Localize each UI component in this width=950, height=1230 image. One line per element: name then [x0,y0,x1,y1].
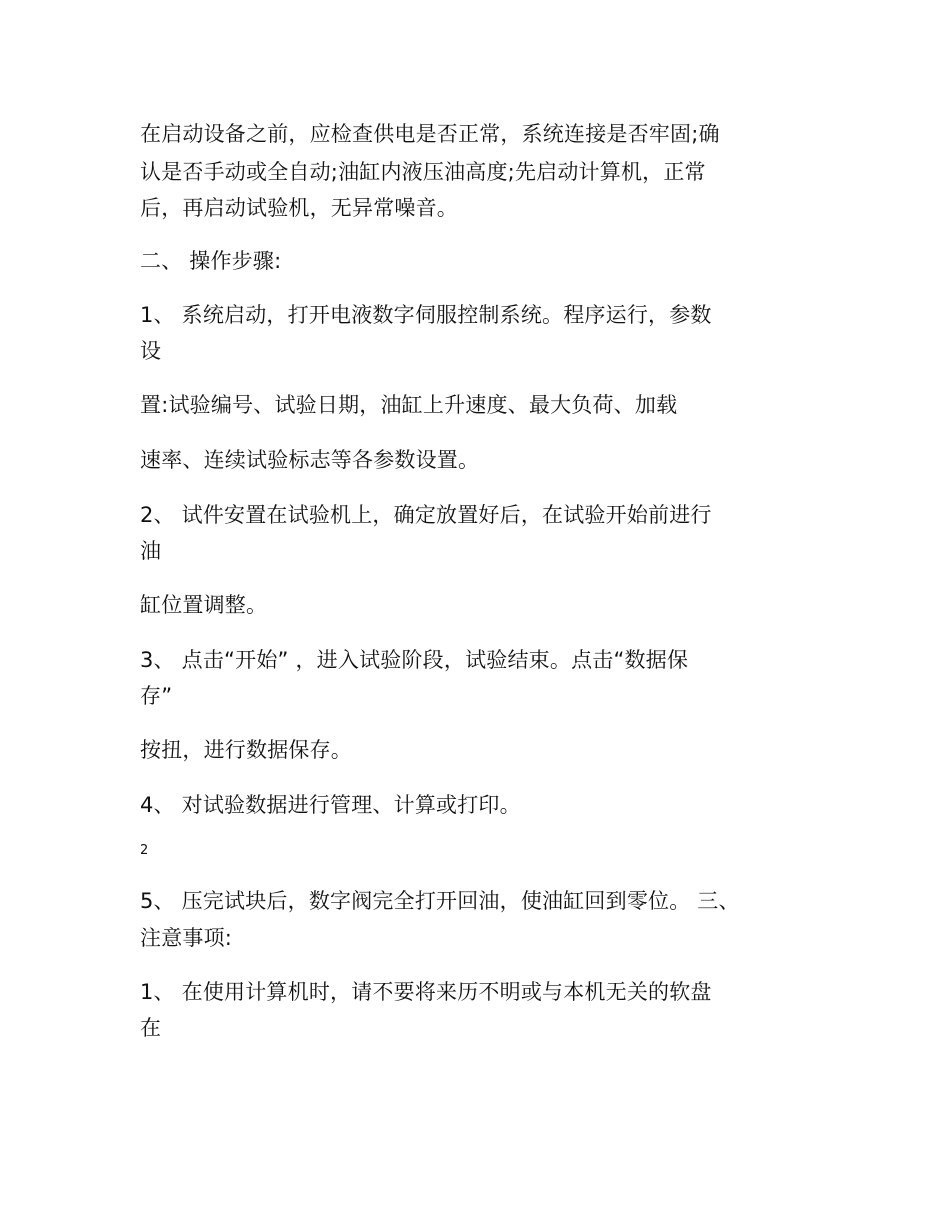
list-item-line: 缸位置调整。 [140,593,268,617]
list-item-line: 2、 试件安置在试验机上，确定放置好后，在试验开始前进行 [140,503,712,527]
list-item-line: 速率、连续试验标志等各参数设置。 [140,448,480,472]
section-heading: 注意事项: [140,926,233,950]
list-item-line: 按扭，进行数据保存。 [140,738,352,762]
paragraph-line: 在启动设备之前，应检查供电是否正常，系统连接是否牢固;确 [140,122,720,146]
list-item-line: 在 [140,1016,162,1040]
list-item-line: 存” [140,684,173,708]
list-item-line: 4、 对试验数据进行管理、计算或打印。 [140,793,521,817]
list-item-line: 设 [140,339,162,363]
list-item-line: 3、 点击“开始” ，进入试验阶段，试验结束。点击“数据保 [140,648,689,672]
list-item-line: 5、 压完试块后，数字阀完全打开回油，使油缸回到零位。 三、 [140,889,740,913]
list-item-line: 1、 在使用计算机时，请不要将来历不明或与本机无关的软盘 [140,980,712,1004]
page-number: 2 [140,843,149,858]
list-item-line: 置:试验编号、试验日期，油缸上升速度、最大负荷、加载 [140,393,678,417]
paragraph-line: 认是否手动或全自动;油缸内液压油高度;先启动计算机，正常 [140,160,706,184]
list-item-line: 油 [140,539,162,563]
section-heading: 二、 操作步骤: [140,249,282,273]
paragraph-line: 后，再启动试验机，无异常噪音。 [140,196,458,220]
list-item-line: 1、 系统启动，打开电液数字伺服控制系统。程序运行，参数 [140,303,712,327]
